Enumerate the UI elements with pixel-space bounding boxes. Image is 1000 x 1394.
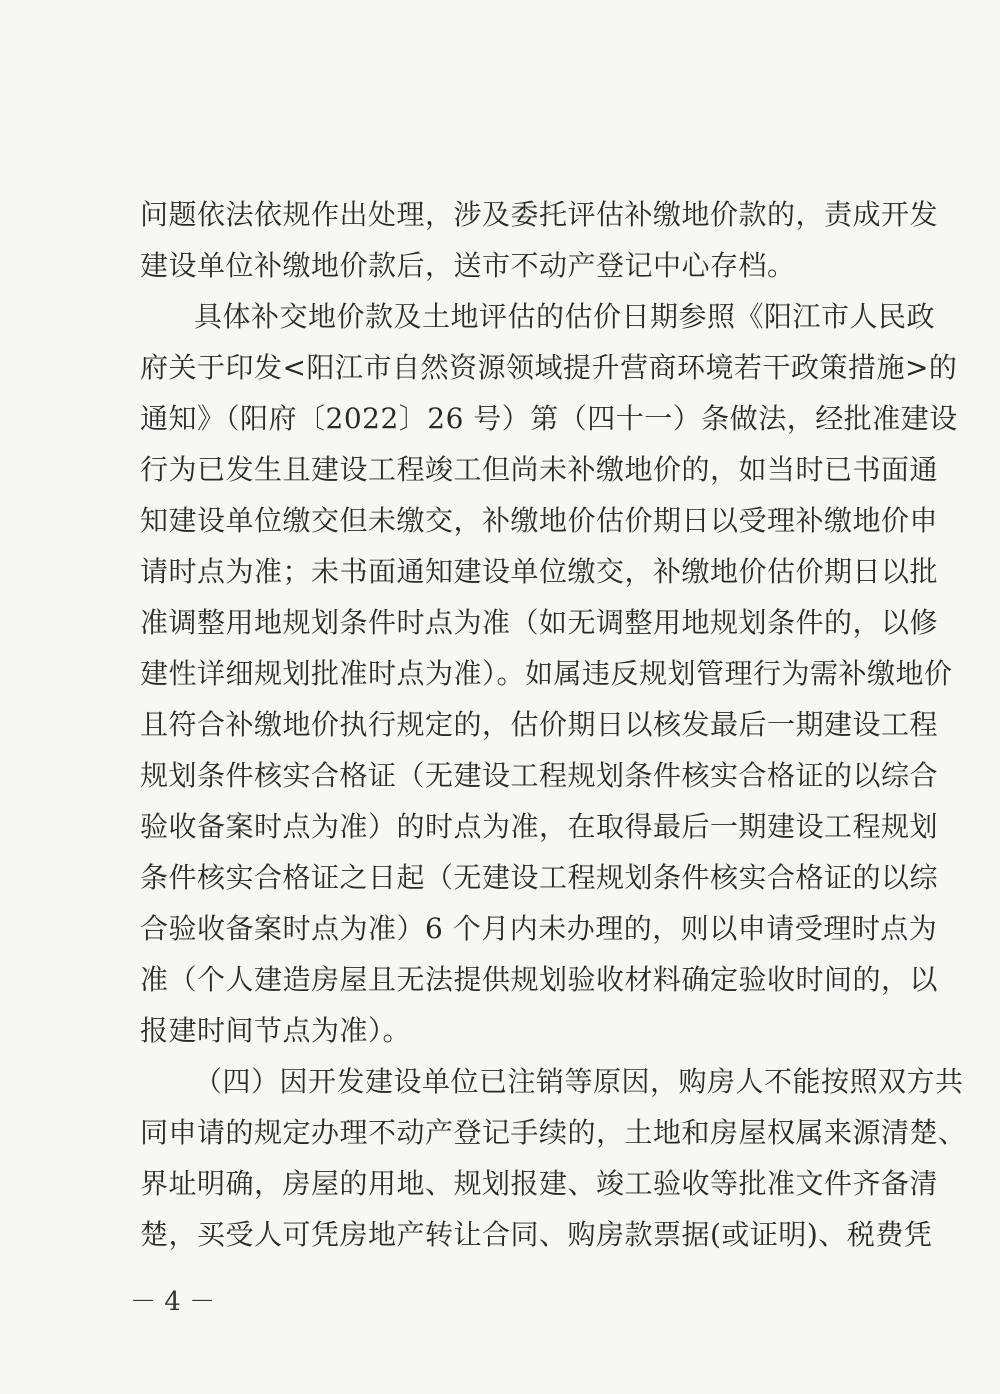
text-line-16: 准（个人建造房屋且无法提供规划验收材料确定验收时间的，以 bbox=[140, 963, 939, 996]
text-line-17: 报建时间节点为准）。 bbox=[140, 1014, 412, 1047]
text-line-6: 行为已发生且建设工程竣工但尚未补缴地价的，如当时已书面通 bbox=[140, 453, 939, 486]
text-line-12: 规划条件核实合格证（无建设工程规划条件核实合格证的以综合 bbox=[140, 759, 939, 792]
text-line-4: 府关于印发<阳江市自然资源领域提升营商环境若干政策措施>的 bbox=[140, 351, 958, 384]
text-line-19: 同申请的规定办理不动产登记手续的，土地和房屋权属来源清楚、 bbox=[140, 1116, 967, 1149]
text-line-18: （四）因开发建设单位已注销等原因，购房人不能按照双方共 bbox=[194, 1065, 964, 1098]
text-line-10: 建性详细规划批准时点为准）。如属违反规划管理行为需补缴地价 bbox=[140, 657, 953, 690]
text-line-20: 界址明确，房屋的用地、规划报建、竣工验收等批准文件齐备清 bbox=[140, 1167, 939, 1200]
text-line-3: 具体补交地价款及土地评估的估价日期参照《阳江市人民政 bbox=[194, 300, 936, 333]
text-line-14: 条件核实合格证之日起（无建设工程规划条件核实合格证的以综 bbox=[140, 861, 939, 894]
text-line-11: 且符合补缴地价执行规定的，估价期日以核发最后一期建设工程 bbox=[140, 708, 939, 741]
text-line-15: 合验收备案时点为准）6 个月内未办理的，则以申请受理时点为 bbox=[140, 912, 938, 945]
text-line-13: 验收备案时点为准）的时点为准，在取得最后一期建设工程规划 bbox=[140, 810, 939, 843]
text-line-5: 通知》（阳府〔2022〕26 号）第（四十一）条做法，经批准建设 bbox=[140, 402, 958, 435]
page-number: － 4 － bbox=[130, 1287, 216, 1317]
text-line-2: 建设单位补缴地价款后，送市不动产登记中心存档。 bbox=[140, 249, 796, 282]
text-line-8: 请时点为准；未书面通知建设单位缴交，补缴地价估价期日以批 bbox=[140, 555, 939, 588]
text-line-21: 楚，买受人可凭房地产转让合同、购房款票据(或证明)、税费凭 bbox=[140, 1218, 933, 1251]
text-line-7: 知建设单位缴交但未缴交，补缴地价估价期日以受理补缴地价申 bbox=[140, 504, 939, 537]
text-line-9: 准调整用地规划条件时点为准（如无调整用地规划条件的，以修 bbox=[140, 606, 939, 639]
text-line-1: 问题依法依规作出处理，涉及委托评估补缴地价款的，责成开发 bbox=[140, 198, 939, 231]
